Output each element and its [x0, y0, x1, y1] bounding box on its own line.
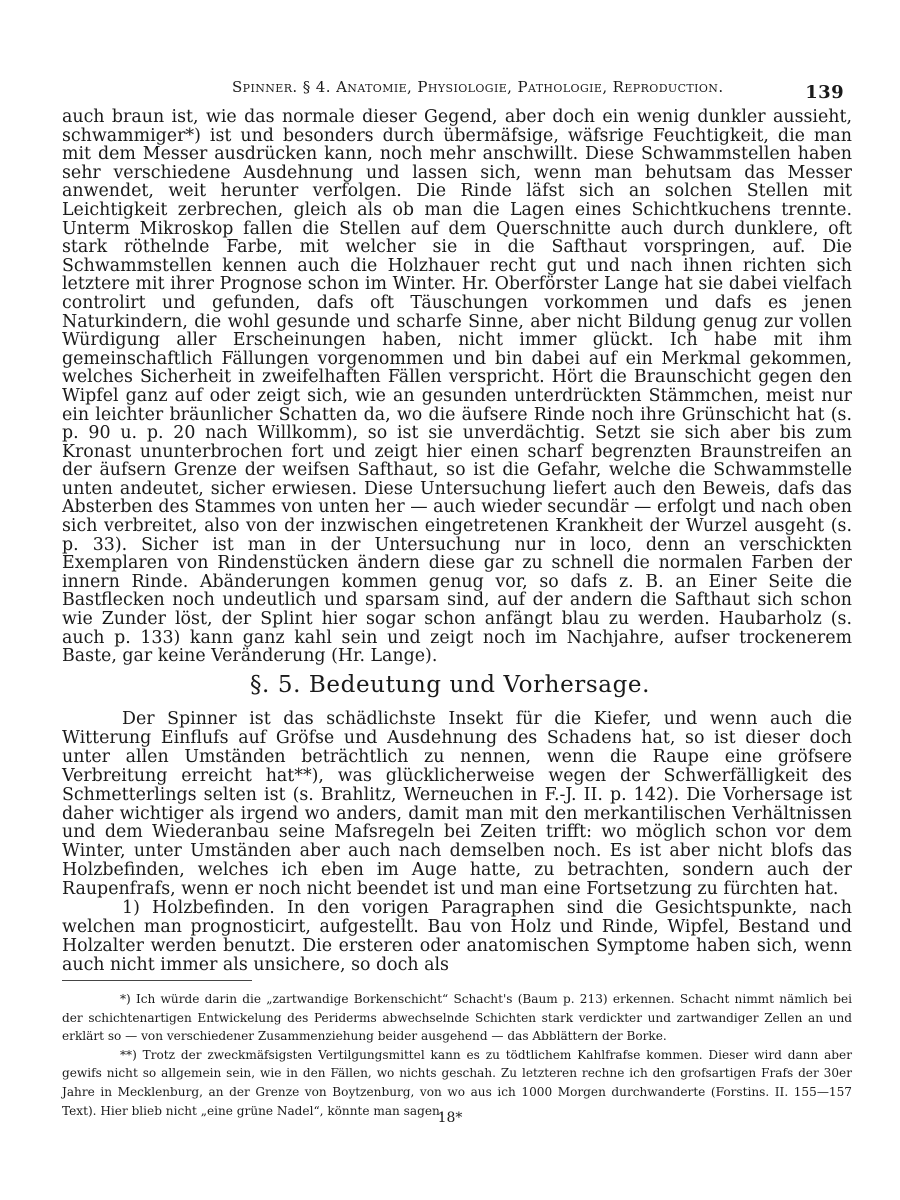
running-title: Spinner. § 4. Anatomie, Physiologie, Pathologie, Reproduction. [232, 78, 724, 96]
footnote: **) Trotz der zweckmäfsigsten Vertilgungsmittel kann es zu tödtlichem Kahlfrafse kommen. Dieser wird dann aber gewifs nicht so allgemein sein, wie in den Fällen, wo nichts geschah. Zu letzteren rechne ich den grofsartigen Frafs der 30er Jahre in Mecklenburg, an der Grenze von Boytzenburg, von wo aus ich 1000 Morgen durchwanderte (Forstins. II. 155—157 Text). Hier blieb nicht „eine grüne Nadel“, könnte man sagen. [62, 1047, 852, 1118]
body-text-continued [62, 108, 852, 666]
section-heading: §. 5. Bedeutung und Vorhersage. [249, 672, 651, 698]
paragraph-continued: auch braun ist, wie das normale dieser Gegend, aber doch ein wenig dunkler aussieht, schwammiger*) ist und besonders durch übermäfsige, wäfsrige Feuchtigkeit, die man mit dem Messer ausdrücken kann, noch mehr anschwillt. Diese Schwammstellen haben sehr verschiedene Ausdehnung und lassen sich, wenn man behutsam das Messer anwendet, weit herunter verfolgen. Die Rinde läfst sich an solchen Stellen mit Leichtigkeit zerbrechen, gleich als ob man die Lagen eines Schichtkuchens trennte. Unterm Mikroskop fallen die Stellen auf dem Querschnitte auch durch dunklere, oft stark röthelnde Farbe, mit welcher sie in die Safthaut vorspringen, auf. Die Schwammstellen kennen auch die Holzhauer recht gut und nach ihnen richten sich letztere mit ihrer Prognose schon im Winter. Hr. Oberförster Lange hat sie dabei vielfach controlirt und gefunden, dafs oft Täuschungen vorkommen und dafs es jenen Naturkindern, die wohl gesunde und scharfe Sinne, aber nicht Bildung genug zur vollen Würdigung aller Erscheinungen haben, nicht immer glückt. Ich habe mit ihm gemeinschaftlich Fällungen vorgenommen und bin dabei auf ein Merkmal gekommen, welches Sicherheit in zweifelhaften Fällen verspricht. Hört die Braunschicht gegen den Wipfel ganz auf oder zeigt sich, wie an gesunden unterdrückten Stämmchen, meist nur ein leichter bräunlicher Schatten da, wo die äufsere Rinde noch ihre Grünschicht hat (s. p. 90 u. p. 20 nach Willkomm), so ist sie unverdächtig. Setzt sie sich aber bis zum Kronast ununterbrochen fort und zeigt hier einen scharf begrenzten Braunstreifen an der äufsern Grenze der weifsen Safthaut, so ist die Gefahr, welche die Schwammstelle unten andeutet, sicher erwiesen. Diese Untersuchung liefert auch den Beweis, dafs das Absterben des Stammes von unten her — auch wieder secundär — erfolgt und nach oben sich verbreitet, also von der inzwischen eingetretenen Krankheit der Wurzel ausgeht (s. p. 33). Sicher ist man in der Untersuchung nur in loco, denn an verschickten Exemplaren von Rindenstücken ändern diese gar zu schnell die normalen Farben der innern Rinde. Abänderungen kommen genug vor, so dafs z. B. an Einer Seite die Bastflecken noch undeutlich und sparsam sind, auf der andern die Safthaut sich schon wie Zunder löst, der Splint hier sogar schon anfängt blau zu werden. Haubarholz (s. auch p. 133) kann ganz kahl sein und zeigt noch im Nachjahre, aufser trockenerem Baste, gar keine Veränderung (Hr. Lange). [62, 107, 852, 667]
section-paragraph: Der Spinner ist das schädlichste Insekt für die Kiefer, und wenn auch die Witterung Einflufs auf Gröfse und Ausdehnung des Schadens hat, so ist dieser doch unter allen Umständen beträchtlich zu nennen, wenn die Raupe eine gröfsere Verbreitung erreicht hat**), was glücklicherweise wegen der Schwerfälligkeit des Schmetterlings selten ist (s. Brahlitz, Werneuchen in F.-J. II. p. 142). Die Vorhersage ist daher wichtiger als irgend wo anders, damit man mit den merkantilischen Verhältnissen und dem Wiederanbau seine Mafsregeln bei Zeiten trifft: wo möglich schon vor dem Winter, unter Umständen aber auch nach demselben noch. Es ist aber nicht blofs das Holzbefinden, welches ich eben im Auge hatte, zu betrachten, sondern auch der Raupenfrafs, wenn er noch nicht beendet ist und man eine Fortsetzung zu fürchten hat. [62, 709, 852, 900]
running-header [62, 72, 852, 102]
section-body [62, 710, 852, 975]
footnote-divider [62, 980, 252, 981]
footnote: *) Ich würde darin die „zartwandige Borkenschicht“ Schacht's (Baum p. 213) erkennen. Schacht nimmt nämlich bei der schichtenartigen Entwickelung des Periderms abwechselnde Schichten stark verdickter und zartwandiger Zellen an und erklärt so — von verschiedener Zusammenziehung beider ausgehend — das Abblättern der Borke. [62, 992, 852, 1044]
section-paragraph: 1) Holzbefinden. In den vorigen Paragraphen sind die Gesichtspunkte, nach welchen man prognosticirt, aufgestellt. Bau von Holz und Rinde, Wipfel, Bestand und Holzalter werden benutzt. Die ersteren oder anatomischen Symptome haben sich, wenn auch nicht immer als unsichere, so doch als [62, 898, 852, 975]
signature-mark: 18* [437, 1110, 463, 1126]
page-number: 139 [805, 82, 844, 103]
footnotes [62, 990, 852, 1120]
